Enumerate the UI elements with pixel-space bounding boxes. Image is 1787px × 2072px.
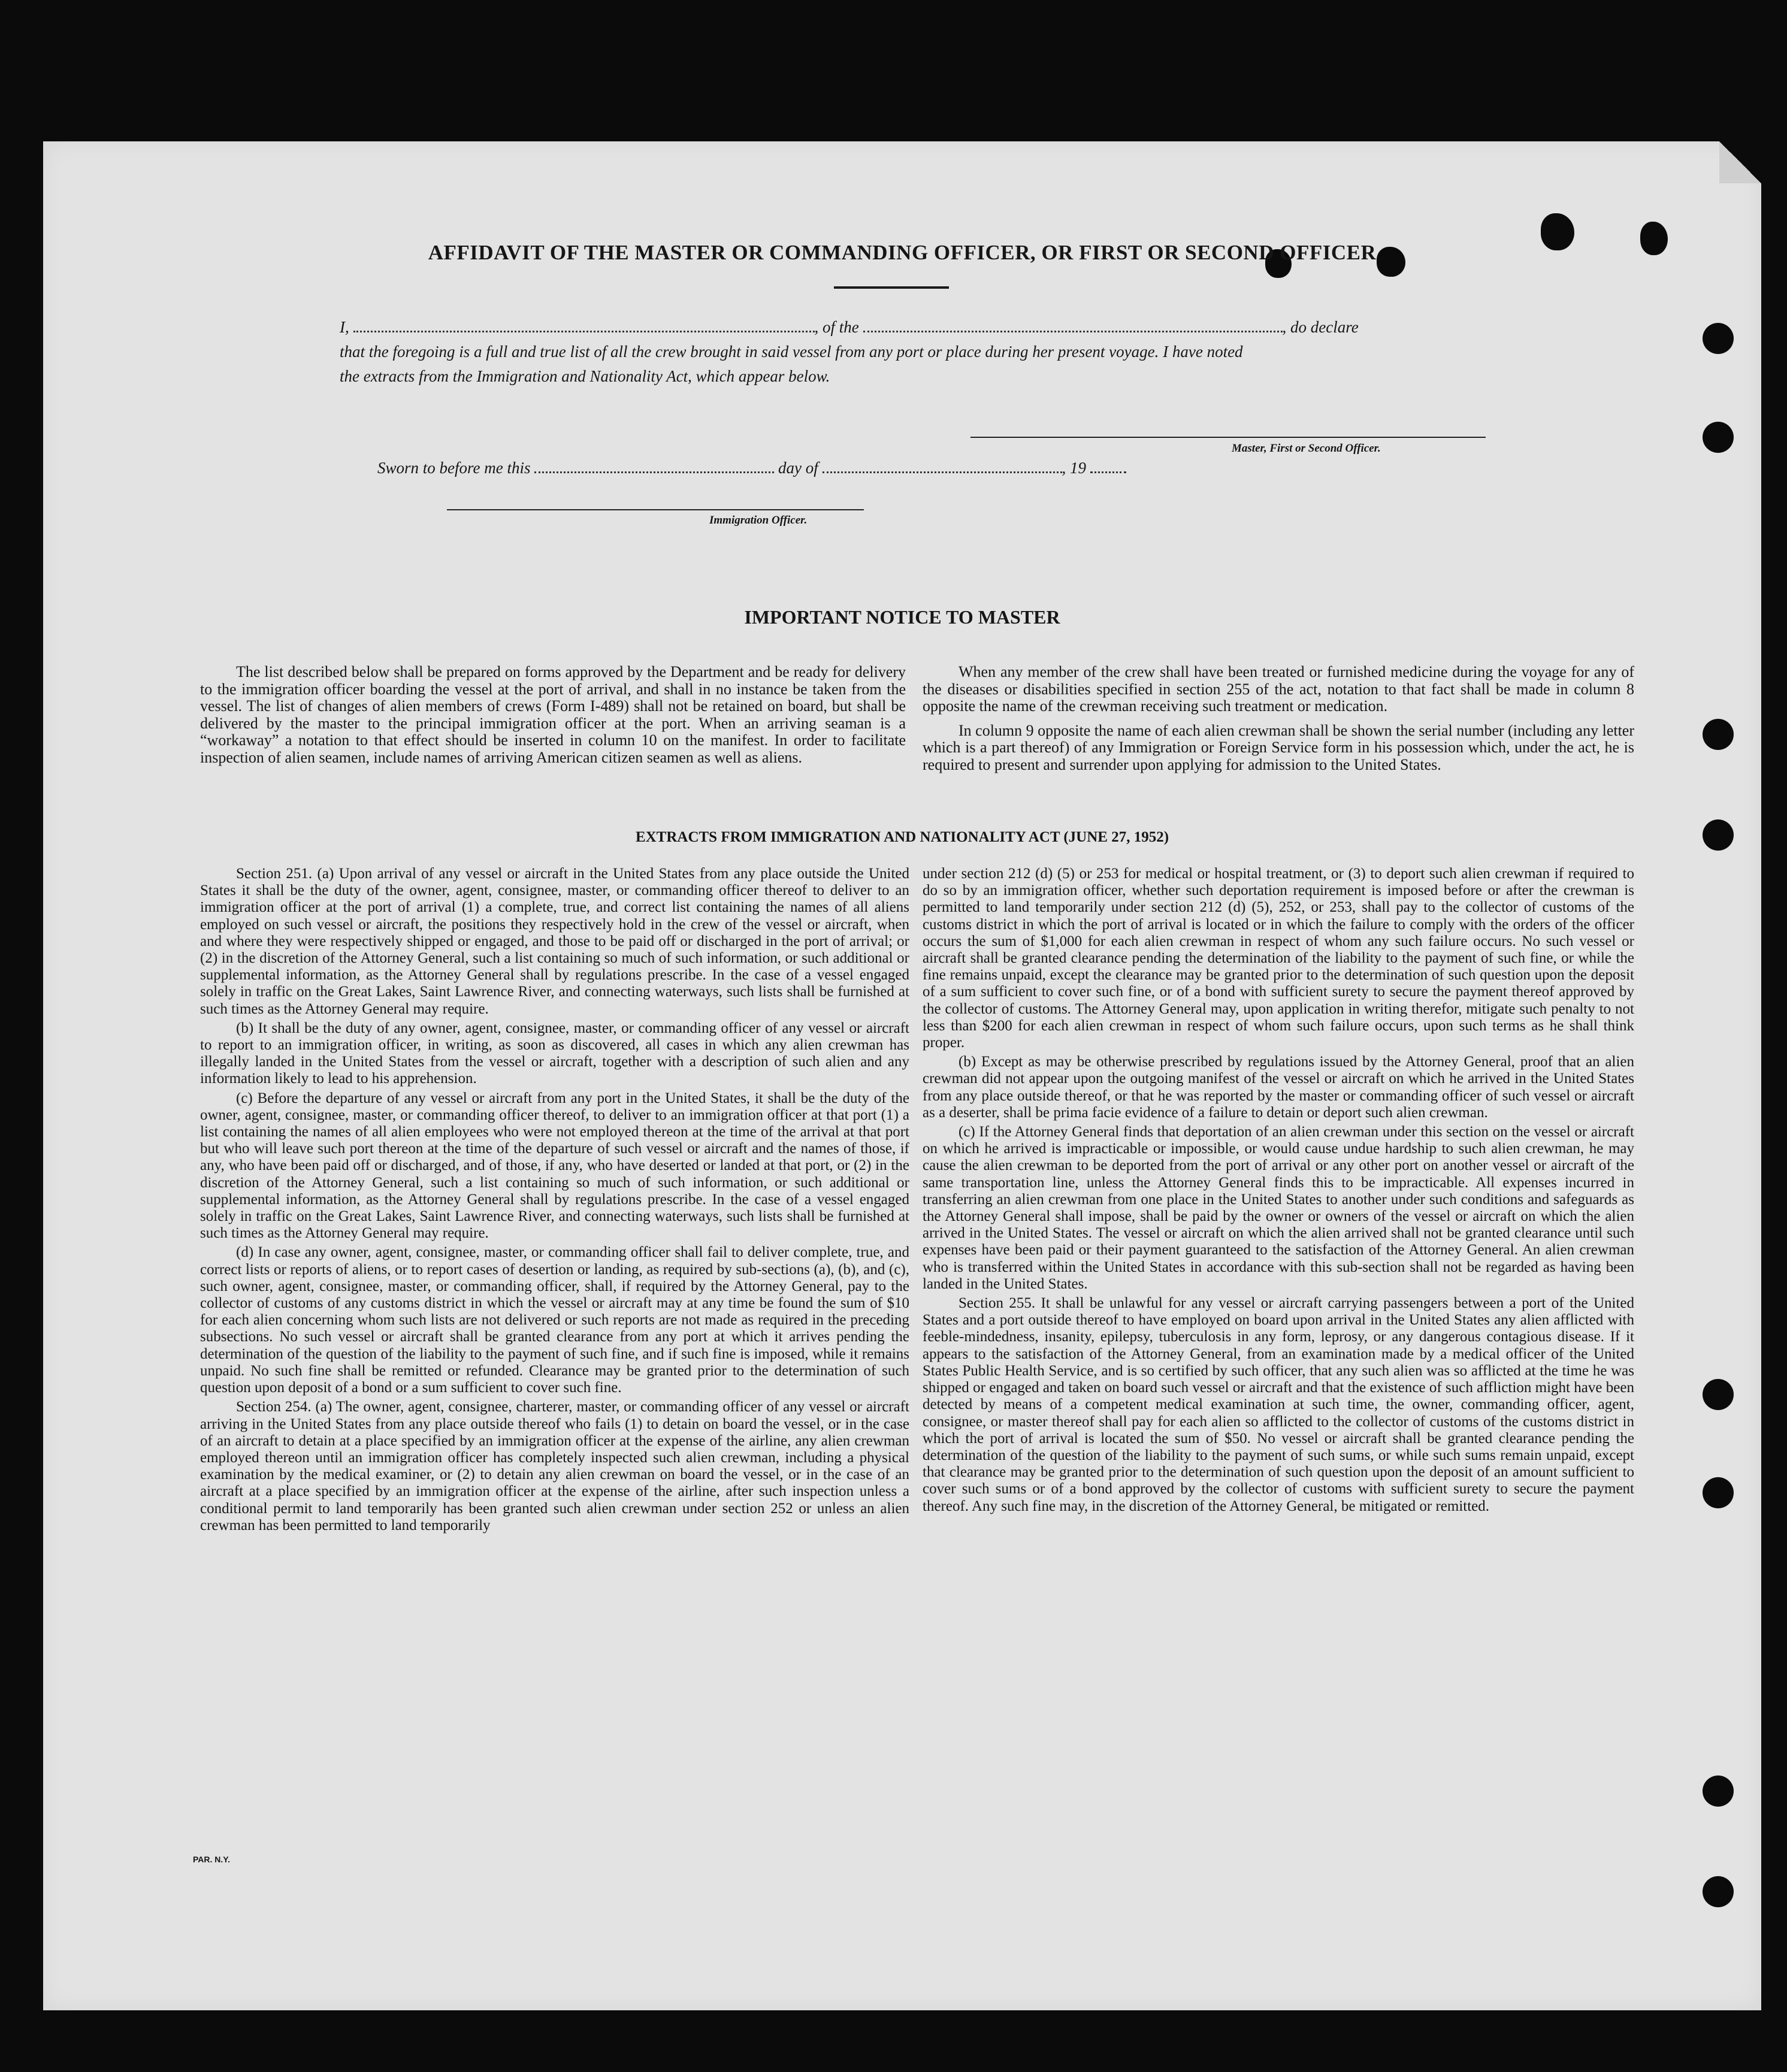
sworn-month-field[interactable] bbox=[823, 461, 1062, 473]
notice-right-paragraph-1: When any member of the crew shall have been treated or furnished medicine during the voyage for any of the diseases or disabilities specified in section 255 of the act, notation to that fact shall be made in column 8 opposite the name of the crewman receiving such treatment or medication. bbox=[923, 663, 1634, 715]
of-the-label: , of the bbox=[814, 318, 859, 336]
binder-hole bbox=[1703, 323, 1734, 354]
declaration bbox=[340, 315, 1490, 389]
notice-left-column bbox=[200, 664, 906, 769]
notice-right-column bbox=[923, 664, 1634, 776]
binder-hole bbox=[1703, 1379, 1734, 1410]
form-sheet bbox=[43, 141, 1761, 2010]
extracts-right-column bbox=[923, 866, 1634, 1517]
section-251b: (b) It shall be the duty of any owner, agent, consignee, master, or commanding officer of any vessel or aircraft to report to an immigration officer, in writing, as soon as discovered, all cases in which any alien crewman has illegally landed in the United States from the vessel or aircraft, together with a description of such alien and any information likely to lead to his apprehension. bbox=[200, 1020, 909, 1087]
vessel-name-field[interactable] bbox=[863, 320, 1283, 332]
section-255: Section 255. It shall be unlawful for any vessel or aircraft carrying passengers between a port of the United States and a port outside thereof to have employed on board upon arrival in the United States any alien afflicted with feeble-mindedness, insanity, epilepsy, tuberculosis in any form, leprosy, or any dangerous contagious disease. If it appears to the satisfaction of the Attorney General, from an examination made by a medical officer of the United States Public Health Service, and is so certified by such officer, that any such alien was so afflicted at the time he was shipped or engaged and taken on board such vessel or aircraft and that the existence of such affliction might have been detected by means of a competent medical examination at such time, the owner, commanding officer, agent, consignee, or master thereof shall pay for each alien so afflicted to the collector of customs of the customs district in which the port of arrival is located the sum of $50. No vessel or aircraft shall be granted clearance pending the determination of the question of the liability to the payment of such sums, or while such sums remain unpaid, except that clearance may be granted prior to the determination of such question upon the deposit of an amount sufficient to cover such sums or of a bond approved by the collector of customs with sufficient surety to secure the payment thereof. Any such fine may, in the discretion of the Attorney General, be mitigated or remitted. bbox=[923, 1295, 1634, 1514]
section-254b: (b) Except as may be otherwise prescribed by regulations issued by the Attorney General, proof that an alien crewman did not appear upon the outgoing manifest of the vessel or aircraft on which he arrived in the United States from any place outside thereof, or that he was reported by the master or commanding officer of such vessel or aircraft as a deserter, shall be prima facie evidence of a failure to detain or deport such alien crewman. bbox=[923, 1054, 1634, 1121]
binder-hole bbox=[1703, 1477, 1734, 1508]
section-254c: (c) If the Attorney General finds that deportation of an alien crewman under this section on the vessel or aircraft on which he arrived is impracticable or impossible, or would cause undue hardship to such alien crewman, he may cause the alien crewman to be deported from the port of arrival or any other port on another vessel or aircraft of the same transportation line, unless the Attorney General finds this to be impracticable. All expenses incurred in transferring an alien crewman from one place in the United States to another under such conditions and safeguards as the Attorney General shall impose, shall be paid by the owner or owners of the vessel or aircraft on which the alien arrived in the United States. The vessel or aircraft on which the alien arrived shall not be granted clearance until such expenses have been paid or their payment guaranteed to the satisfaction of the Attorney General. An alien crewman who is transferred within the United States in accordance with this sub-section shall not be regarded as having been landed in the United States. bbox=[923, 1124, 1634, 1292]
master-caption: Master, First or Second Officer. bbox=[1232, 442, 1381, 455]
immigration-officer-caption: Immigration Officer. bbox=[709, 514, 808, 527]
master-signature-line[interactable] bbox=[970, 437, 1486, 438]
section-254a: Section 254. (a) The owner, agent, consignee, charterer, master, or commanding officer of any vessel or aircraft arriving in the United States from any place outside thereof who fails (1) to detain on board the vessel, or in the case of an aircraft to detain at a place specified by an immigration officer at the expense of the airline, any alien crewman employed thereon until an immigration officer has completely inspected such alien crewman, including a physical examination by the medical examiner, or (2) to detain any alien crewman on board the vessel, or in the case of an aircraft at a place specified by an immigration officer at the expense of the airline, after such inspection unless a conditional permit to land temporarily has been granted such alien crewman under section 252 or unless an alien crewman has been permitted to land temporarily bbox=[200, 1399, 909, 1533]
section-251a: Section 251. (a) Upon arrival of any vessel or aircraft in the United States from any place outside the United States it shall be the duty of the owner, agent, consignee, master, or commanding officer thereof to deliver to an immigration officer at the port of arrival (1) a complete, true, and correct list containing the names of all aliens employed on such vessel or aircraft, the positions they respectively hold in the crew of the vessel or aircraft, when and where they were respectively shipped or engaged, and those to be paid off or discharged in the port of arrival; or (2) in the discretion of the Attorney General, such a list containing so much of such information, or such additional or supplemental information, as the Attorney General shall by regulations prescribe. In the case of a vessel engaged solely in traffic on the Great Lakes, Saint Lawrence River, and connecting waterways, such lists shall be furnished at such times as the Attorney General may require. bbox=[200, 866, 909, 1017]
binder-hole bbox=[1703, 1775, 1734, 1807]
sworn-prefix: Sworn to before me this bbox=[377, 459, 531, 477]
title-rule bbox=[834, 286, 949, 289]
binder-hole bbox=[1703, 1876, 1734, 1907]
declarant-name-field[interactable] bbox=[353, 320, 815, 332]
notice-left-paragraph: The list described below shall be prepared on forms approved by the Department and be ready for delivery to the immigration officer boarding the vessel at the port of arrival, and shall in no instance be taken from the vessel. The list of changes of alien members of crews (Form I-489) shall not be retained on board, but shall be delivered by the master to the principal immigration officer at the port. When an arriving seaman is a “workaway” a notation to that effect should be inserted in column 10 on the manifest. In order to facilitate inspection of alien seamen, include names of arriving American citizen seamen as well as aliens. bbox=[200, 663, 906, 766]
sworn-line bbox=[377, 456, 1276, 480]
notice-heading: IMPORTANT NOTICE TO MASTER bbox=[744, 606, 1060, 628]
declaration-line-3: the extracts from the Immigration and Nationality Act, which appear below. bbox=[340, 367, 830, 385]
page-corner bbox=[1719, 141, 1761, 183]
extracts-heading: EXTRACTS FROM IMMIGRATION AND NATIONALITY ACT (JUNE 27, 1952) bbox=[635, 829, 1169, 845]
section-251c: (c) Before the departure of any vessel or aircraft from any port in the United States, it shall be the duty of the owner, agent, consignee, master, or commanding officer thereof, to deliver to an immigration officer at that port (1) a list containing the names of all alien employees who were not employed thereon at the time of the arrival at that port but who will leave such port thereon at the time of the departure of such vessel or aircraft and the names of those, if any, who have been paid off or discharged, and of those, if any, who have deserted or landed at that port, or (2) in the discretion of the Attorney General, such a list containing so much of such information, or such additional or supplemental information, as the Attorney General shall by regulations prescribe. In the case of a vessel engaged solely in traffic on the Great Lakes, Saint Lawrence River, and connecting waterways, such lists shall be furnished at such times as the Attorney General may require. bbox=[200, 1090, 909, 1242]
sworn-day-field[interactable] bbox=[534, 461, 774, 473]
binder-hole bbox=[1703, 422, 1734, 453]
declare-i-label: I, bbox=[340, 318, 349, 336]
notice-right-paragraph-2: In column 9 opposite the name of each alien crewman shall be shown the serial number (including any letter which is a part thereof) of any Immigration or Foreign Service form in his possession which, under the act, he is required to present and surrender upon applying for admission to the United States. bbox=[923, 721, 1634, 773]
immigration-officer-signature-line[interactable] bbox=[447, 509, 864, 510]
binder-hole bbox=[1703, 719, 1734, 750]
do-declare-label: , do declare bbox=[1282, 318, 1359, 336]
declaration-line-2: that the foregoing is a full and true list of all the crew brought in said vessel from any port or place during her present voyage. I have noted bbox=[340, 343, 1243, 361]
year-label: , 19 bbox=[1062, 459, 1086, 477]
day-of-label: day of bbox=[778, 459, 818, 477]
declaration-line-1 bbox=[340, 315, 1490, 340]
sworn-year-field[interactable] bbox=[1090, 461, 1126, 473]
printer-mark: PAR. N.Y. bbox=[193, 1855, 230, 1864]
section-251d: (d) In case any owner, agent, consignee, master, or commanding officer shall fail to deliver complete, true, and correct lists or reports of aliens, or to report cases of desertion or landing, as required by sub-sections (a), (b), and (c), such owner, agent, consignee, master, or commanding officer, shall, if required by the Attorney General, pay to the collector of customs of any customs district in which the vessel or aircraft may at any time be found the sum of $10 for each alien concerning whom such lists are not delivered or such reports are not made as required in the preceding subsections. No such vessel or aircraft shall be granted clearance from any port at which it arrives pending the determination of the question of the liability to the payment of such fine, and if such fine is imposed, while it remains unpaid. No such fine shall be remitted or refunded. Clearance may be granted prior to the determination of such question upon deposit of a bond or a sum sufficient to cover such fine. bbox=[200, 1244, 909, 1396]
extracts-left-column bbox=[200, 866, 909, 1536]
affidavit-title: AFFIDAVIT OF THE MASTER OR COMMANDING OFFICER, OR FIRST OR SECOND OFFICER bbox=[428, 241, 1377, 264]
section-254a-continued: under section 212 (d) (5) or 253 for medical or hospital treatment, or (3) to deport such alien crewman if required to do so by an immigration officer, whether such deportation requirement is imposed before or after the crewman is permitted to land temporarily under section 212 (d) (5), 252, or 253, shall pay to the collector of customs of the customs district in which the port of arrival is located or in which the failure to comply with the orders of the officer occurs the sum of $1,000 for each alien crewman in respect of whom any such failure occurs. No such vessel or aircraft shall be granted clearance pending the determination of the liability to the payment of such fine, or while the fine remains unpaid, except the clearance may be granted prior to the determination of such question upon the deposit of a sum sufficient to cover such fine, or of a bond with sufficient surety to secure the payment thereof approved by the collector of customs. The Attorney General may, upon application in writing therefor, mitigate such penalty to not less than $200 for each alien crewman in respect of whom such failure occurs, upon such terms as he shall think proper. bbox=[923, 866, 1634, 1051]
